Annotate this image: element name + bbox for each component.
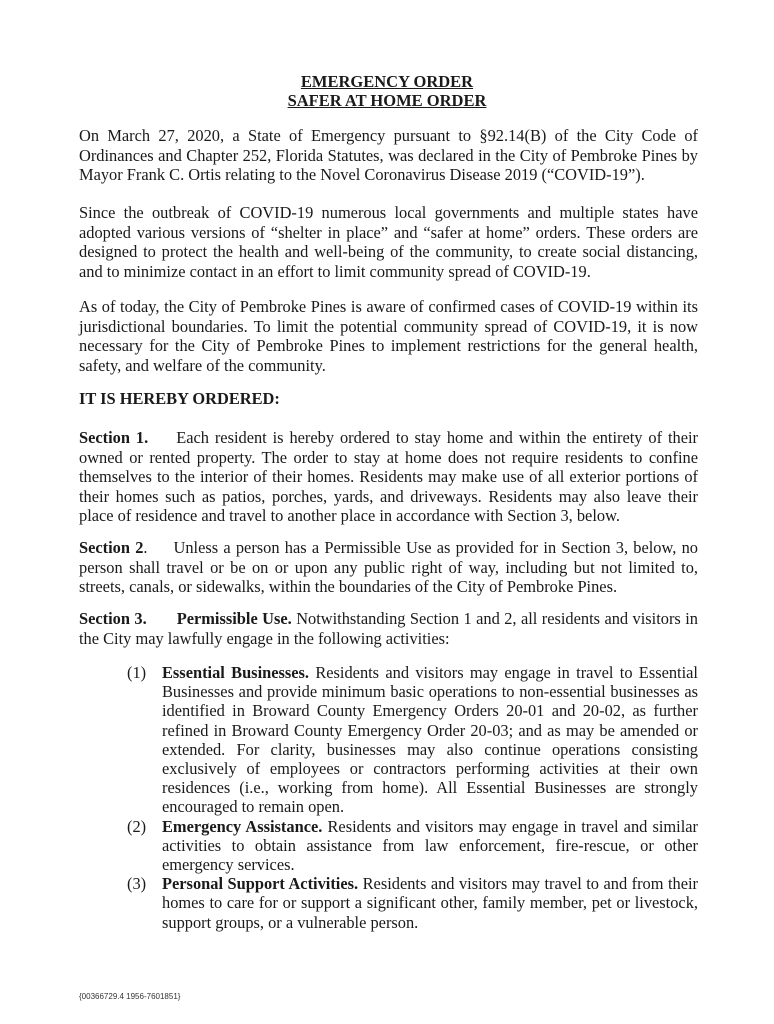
section-3-label: Section 3. bbox=[79, 609, 147, 628]
permissible-activities-list bbox=[118, 663, 698, 932]
section-1-label: Section 1. bbox=[79, 428, 149, 447]
list-item-number: (3) bbox=[127, 874, 147, 894]
section-2-label: Section 2 bbox=[79, 538, 144, 557]
list-item bbox=[118, 817, 698, 875]
list-item-number: (1) bbox=[127, 663, 147, 682]
section-2 bbox=[79, 538, 698, 597]
title-safer-at-home: SAFER AT HOME ORDER bbox=[287, 91, 487, 110]
section-3-text: Notwithstanding Section 1 and 2, all residents and visitors in the City may lawfully engage in the following activities: bbox=[79, 609, 698, 648]
list-item bbox=[118, 663, 698, 817]
list-item-text: Residents and visitors may engage in travel and similar activities to obtain assistance from law enforcement, fire-rescue, or other emergency services. bbox=[162, 816, 698, 875]
list-item-title: Personal Support Activities. bbox=[162, 874, 359, 894]
document-title bbox=[0, 72, 774, 110]
list-item-number: (2) bbox=[127, 816, 147, 836]
document-footer-id: {00366729.4 1956-7601851} bbox=[79, 992, 181, 1001]
section-1 bbox=[79, 428, 698, 526]
ordered-heading: IT IS HEREBY ORDERED: bbox=[79, 389, 280, 408]
list-item-title: Essential Businesses. bbox=[162, 663, 310, 682]
section-3 bbox=[79, 609, 698, 648]
intro-paragraph-2: Since the outbreak of COVID-19 numerous local governments and multiple states have adopted various versions of “shelter in place” and “safer at home” orders. These orders are designed to protect the health and well-being of the community, to create social distancing, and to minimize contact in an effort to limit community spread of COVID-19. bbox=[79, 203, 698, 281]
list-item-title: Emergency Assistance. bbox=[162, 816, 323, 836]
intro-paragraph-1: On March 27, 2020, a State of Emergency pursuant to §92.14(B) of the City Code of Ordinances and Chapter 252, Florida Statutes, was declared in the City of Pembroke Pines by Mayor Frank C. Ortis relating to the Novel Coronavirus Disease 2019 (“COVID-19”). bbox=[79, 126, 698, 184]
section-2-dot: . bbox=[143, 538, 148, 557]
section-2-text: Unless a person has a Permissible Use as provided for in Section 3, below, no person shall travel or be on or upon any public right of way, including but not limited to, streets, canals, or sidewalks, within the boundaries of the City of Pembroke Pines. bbox=[79, 538, 698, 596]
intro-paragraph-3: As of today, the City of Pembroke Pines is aware of confirmed cases of COVID-19 within its jurisdictional boundaries. To limit the potential community spread of COVID-19, it is now necessary for the City of Pembroke Pines to implement restrictions for the general health, safety, and welfare of the community. bbox=[79, 297, 698, 375]
section-3-title: Permissible Use. bbox=[176, 609, 292, 628]
list-item bbox=[118, 874, 698, 932]
section-1-text: Each resident is hereby ordered to stay home and within the entirety of their owned or rented property. The order to stay at home does not require residents to confine themselves to the interior of their homes. Residents may make use of all exterior portions of their homes such as patios, porches, yards, and driveways. Residents may also leave their place of residence and travel to another place in accordance with Section 3, below. bbox=[79, 428, 698, 525]
list-item-text: Residents and visitors may travel to and from their homes to care for or support a significant other, family member, pet or livestock, support groups, or a vulnerable person. bbox=[162, 874, 699, 932]
list-item-text: Residents and visitors may engage in travel to Essential Businesses and provide minimum basic operations to non-essential businesses as identified in Broward County Emergency Orders 20-01 and 20-02, as further refined in Broward County Emergency Order 20-03; and as may be amended or extended. For clarity, businesses may also continue operations consisting exclusively of employees or contractors performing activities at their own residences (i.e., working from home). All Essential Businesses are strongly encouraged to remain open. bbox=[162, 663, 698, 817]
title-emergency-order: EMERGENCY ORDER bbox=[300, 72, 474, 91]
